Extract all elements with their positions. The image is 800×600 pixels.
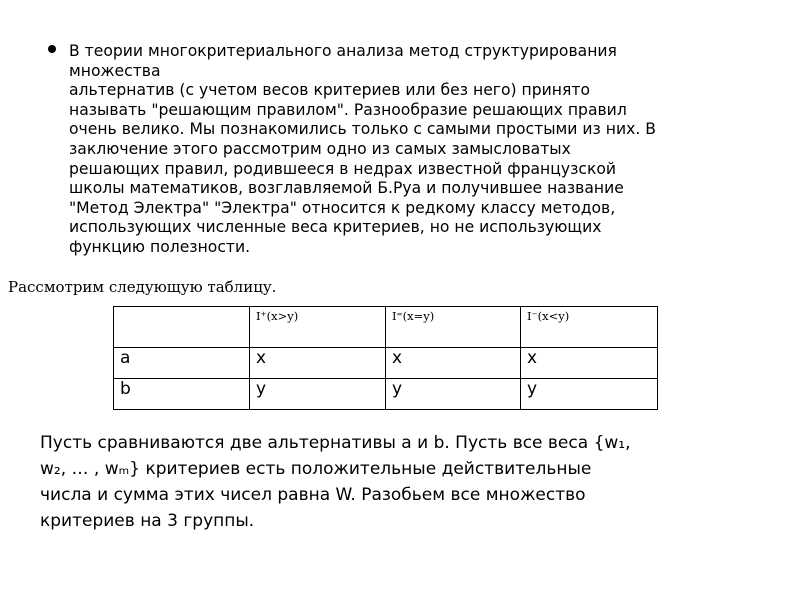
paragraph-line: называть "решающим правилом". Разнообразие решающих правил <box>69 100 627 119</box>
bottom-line: w₂, … , wₘ} критериев есть положительные действительные <box>40 459 592 479</box>
header-cell-i-minus: I⁻(x<y) <box>521 307 658 348</box>
paragraph-line: функцию полезности. <box>69 237 251 256</box>
comparison-table <box>113 306 658 410</box>
table-cell: y <box>386 379 521 410</box>
table-cell: y <box>250 379 386 410</box>
paragraph-line: альтернатив (с учетом весов критериев или без него) принято <box>69 81 590 100</box>
paragraph-line: множества <box>69 61 161 80</box>
paragraph-line: очень велико. Мы познакомились только с самыми простыми из них. В <box>69 120 656 139</box>
table-row <box>114 379 658 410</box>
table-cell: a <box>114 348 250 379</box>
bottom-line: критериев на 3 группы. <box>40 511 255 531</box>
paragraph-line: "Метод Электра" "Электра" относится к редкому классу методов, <box>69 198 616 217</box>
table-intro: Рассмотрим следующую таблицу. <box>8 278 277 296</box>
paragraph-line: В теории многокритериального анализа метод структурирования <box>69 42 617 60</box>
table-cell: x <box>521 348 658 379</box>
header-cell-empty <box>114 307 250 348</box>
bottom-line: Пусть сравниваются две альтернативы a и b. Пусть все веса {w₁, <box>40 433 631 453</box>
bottom-line: числа и сумма этих чисел равна W. Разобьем все множество <box>40 485 586 505</box>
header-cell-i-plus: I⁺(x>y) <box>250 307 386 348</box>
table-header-row <box>114 307 658 348</box>
table-cell: x <box>386 348 521 379</box>
table-cell: x <box>250 348 386 379</box>
bullet-dot <box>48 45 56 53</box>
table-cell: y <box>521 379 658 410</box>
bottom-paragraph <box>40 430 780 534</box>
paragraph-text <box>69 42 749 258</box>
paragraph-line: решающих правил, родившееся в недрах известной французской <box>69 159 617 178</box>
table-cell: b <box>114 379 250 410</box>
paragraph-line: заключение этого рассмотрим одно из самых замысловатых <box>69 139 571 158</box>
paragraph-line: использующих численные веса критериев, но не использующих <box>69 218 602 237</box>
paragraph-line: школы математиков, возглавляемой Б.Руа и получившее название <box>69 179 624 198</box>
table-row <box>114 348 658 379</box>
header-cell-i-equal: I⁼(x=y) <box>386 307 521 348</box>
